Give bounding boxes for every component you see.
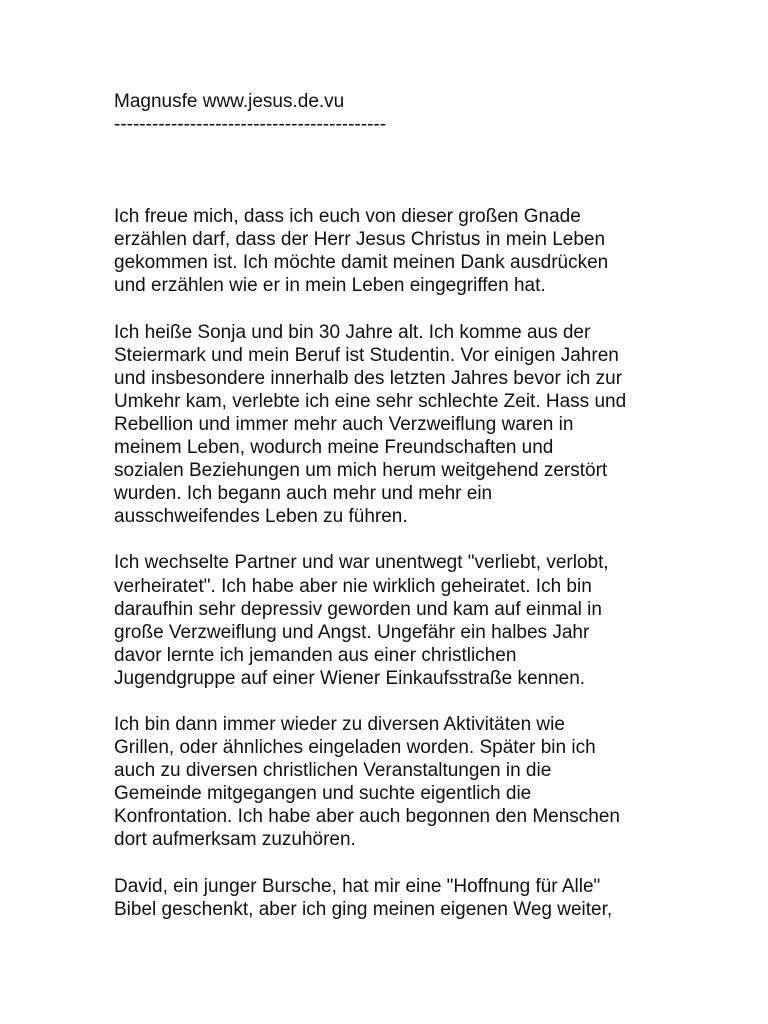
document-page bbox=[114, 90, 674, 944]
paragraph bbox=[114, 875, 674, 921]
paragraph-line: Umkehr kam, verlebte ich eine sehr schlechte Zeit. Hass und bbox=[114, 390, 627, 412]
paragraph-line: daraufhin sehr depressiv geworden und kam auf einmal in bbox=[114, 598, 602, 620]
paragraph-line: Steiermark und mein Beruf ist Studentin. Vor einigen Jahren bbox=[114, 344, 619, 366]
paragraph-line: dort aufmerksam zuzuhören. bbox=[114, 829, 356, 851]
paragraph-line: Grillen, oder ähnliches eingeladen worden. Später bin ich bbox=[114, 737, 596, 759]
paragraph-line: Gemeinde mitgegangen und suchte eigentlich die bbox=[114, 783, 532, 805]
paragraph-line: große Verzweiflung und Angst. Ungefähr ein halbes Jahr bbox=[114, 621, 590, 643]
paragraph-line: verheiratet". Ich habe aber nie wirklich geheiratet. Ich bin bbox=[114, 575, 592, 597]
document-header-title: Magnusfe www.jesus.de.vu bbox=[114, 91, 345, 112]
paragraph-line: davor lernte ich jemanden aus einer christlichen bbox=[114, 644, 517, 666]
paragraph bbox=[114, 713, 674, 852]
paragraph-line: und erzählen wie er in mein Leben eingegriffen hat. bbox=[114, 275, 546, 297]
paragraph-line: meinem Leben, wodurch meine Freundschaften und bbox=[114, 437, 554, 459]
paragraph-line: gekommen ist. Ich möchte damit meinen Dank ausdrücken bbox=[114, 252, 609, 274]
paragraph-line: ausschweifendes Leben zu führen. bbox=[114, 506, 408, 528]
paragraph-line: und insbesondere innerhalb des letzten Jahres bevor ich zur bbox=[114, 367, 623, 389]
paragraph-line: Bibel geschenkt, aber ich ging meinen eigenen Weg weiter, bbox=[114, 898, 613, 920]
paragraph-line: Rebellion und immer mehr auch Verzweiflung waren in bbox=[114, 413, 574, 435]
paragraph-line: Konfrontation. Ich habe aber auch begonnen den Menschen bbox=[114, 806, 620, 828]
header-spacer bbox=[114, 136, 674, 205]
paragraph-line: sozialen Beziehungen um mich herum weitgehend zerstört bbox=[114, 460, 608, 482]
header-divider-rule: ------------------------------------------- bbox=[114, 114, 387, 136]
paragraph bbox=[114, 321, 674, 529]
paragraph-line: Ich bin dann immer wieder zu diversen Aktivitäten wie bbox=[114, 713, 565, 735]
paragraph-line: auch zu diversen christlichen Veranstaltungen in die bbox=[114, 760, 552, 782]
paragraph-line: wurden. Ich begann auch mehr und mehr ein bbox=[114, 483, 493, 505]
paragraph bbox=[114, 205, 674, 297]
paragraph-line: Jugendgruppe auf einer Wiener Einkaufsstraße kennen. bbox=[114, 667, 586, 689]
paragraph bbox=[114, 551, 674, 690]
paragraph-line: Ich wechselte Partner und war unentwegt "verliebt, verlobt, bbox=[114, 552, 609, 574]
paragraph-line: erzählen darf, dass der Herr Jesus Christus in mein Leben bbox=[114, 229, 606, 251]
paragraph-line: Ich freue mich, dass ich euch von dieser großen Gnade bbox=[114, 206, 581, 228]
paragraph-line: Ich heiße Sonja und bin 30 Jahre alt. Ich komme aus der bbox=[114, 321, 591, 343]
paragraph-line: David, ein junger Bursche, hat mir eine "Hoffnung für Alle" bbox=[114, 875, 601, 897]
document-body bbox=[114, 205, 674, 921]
